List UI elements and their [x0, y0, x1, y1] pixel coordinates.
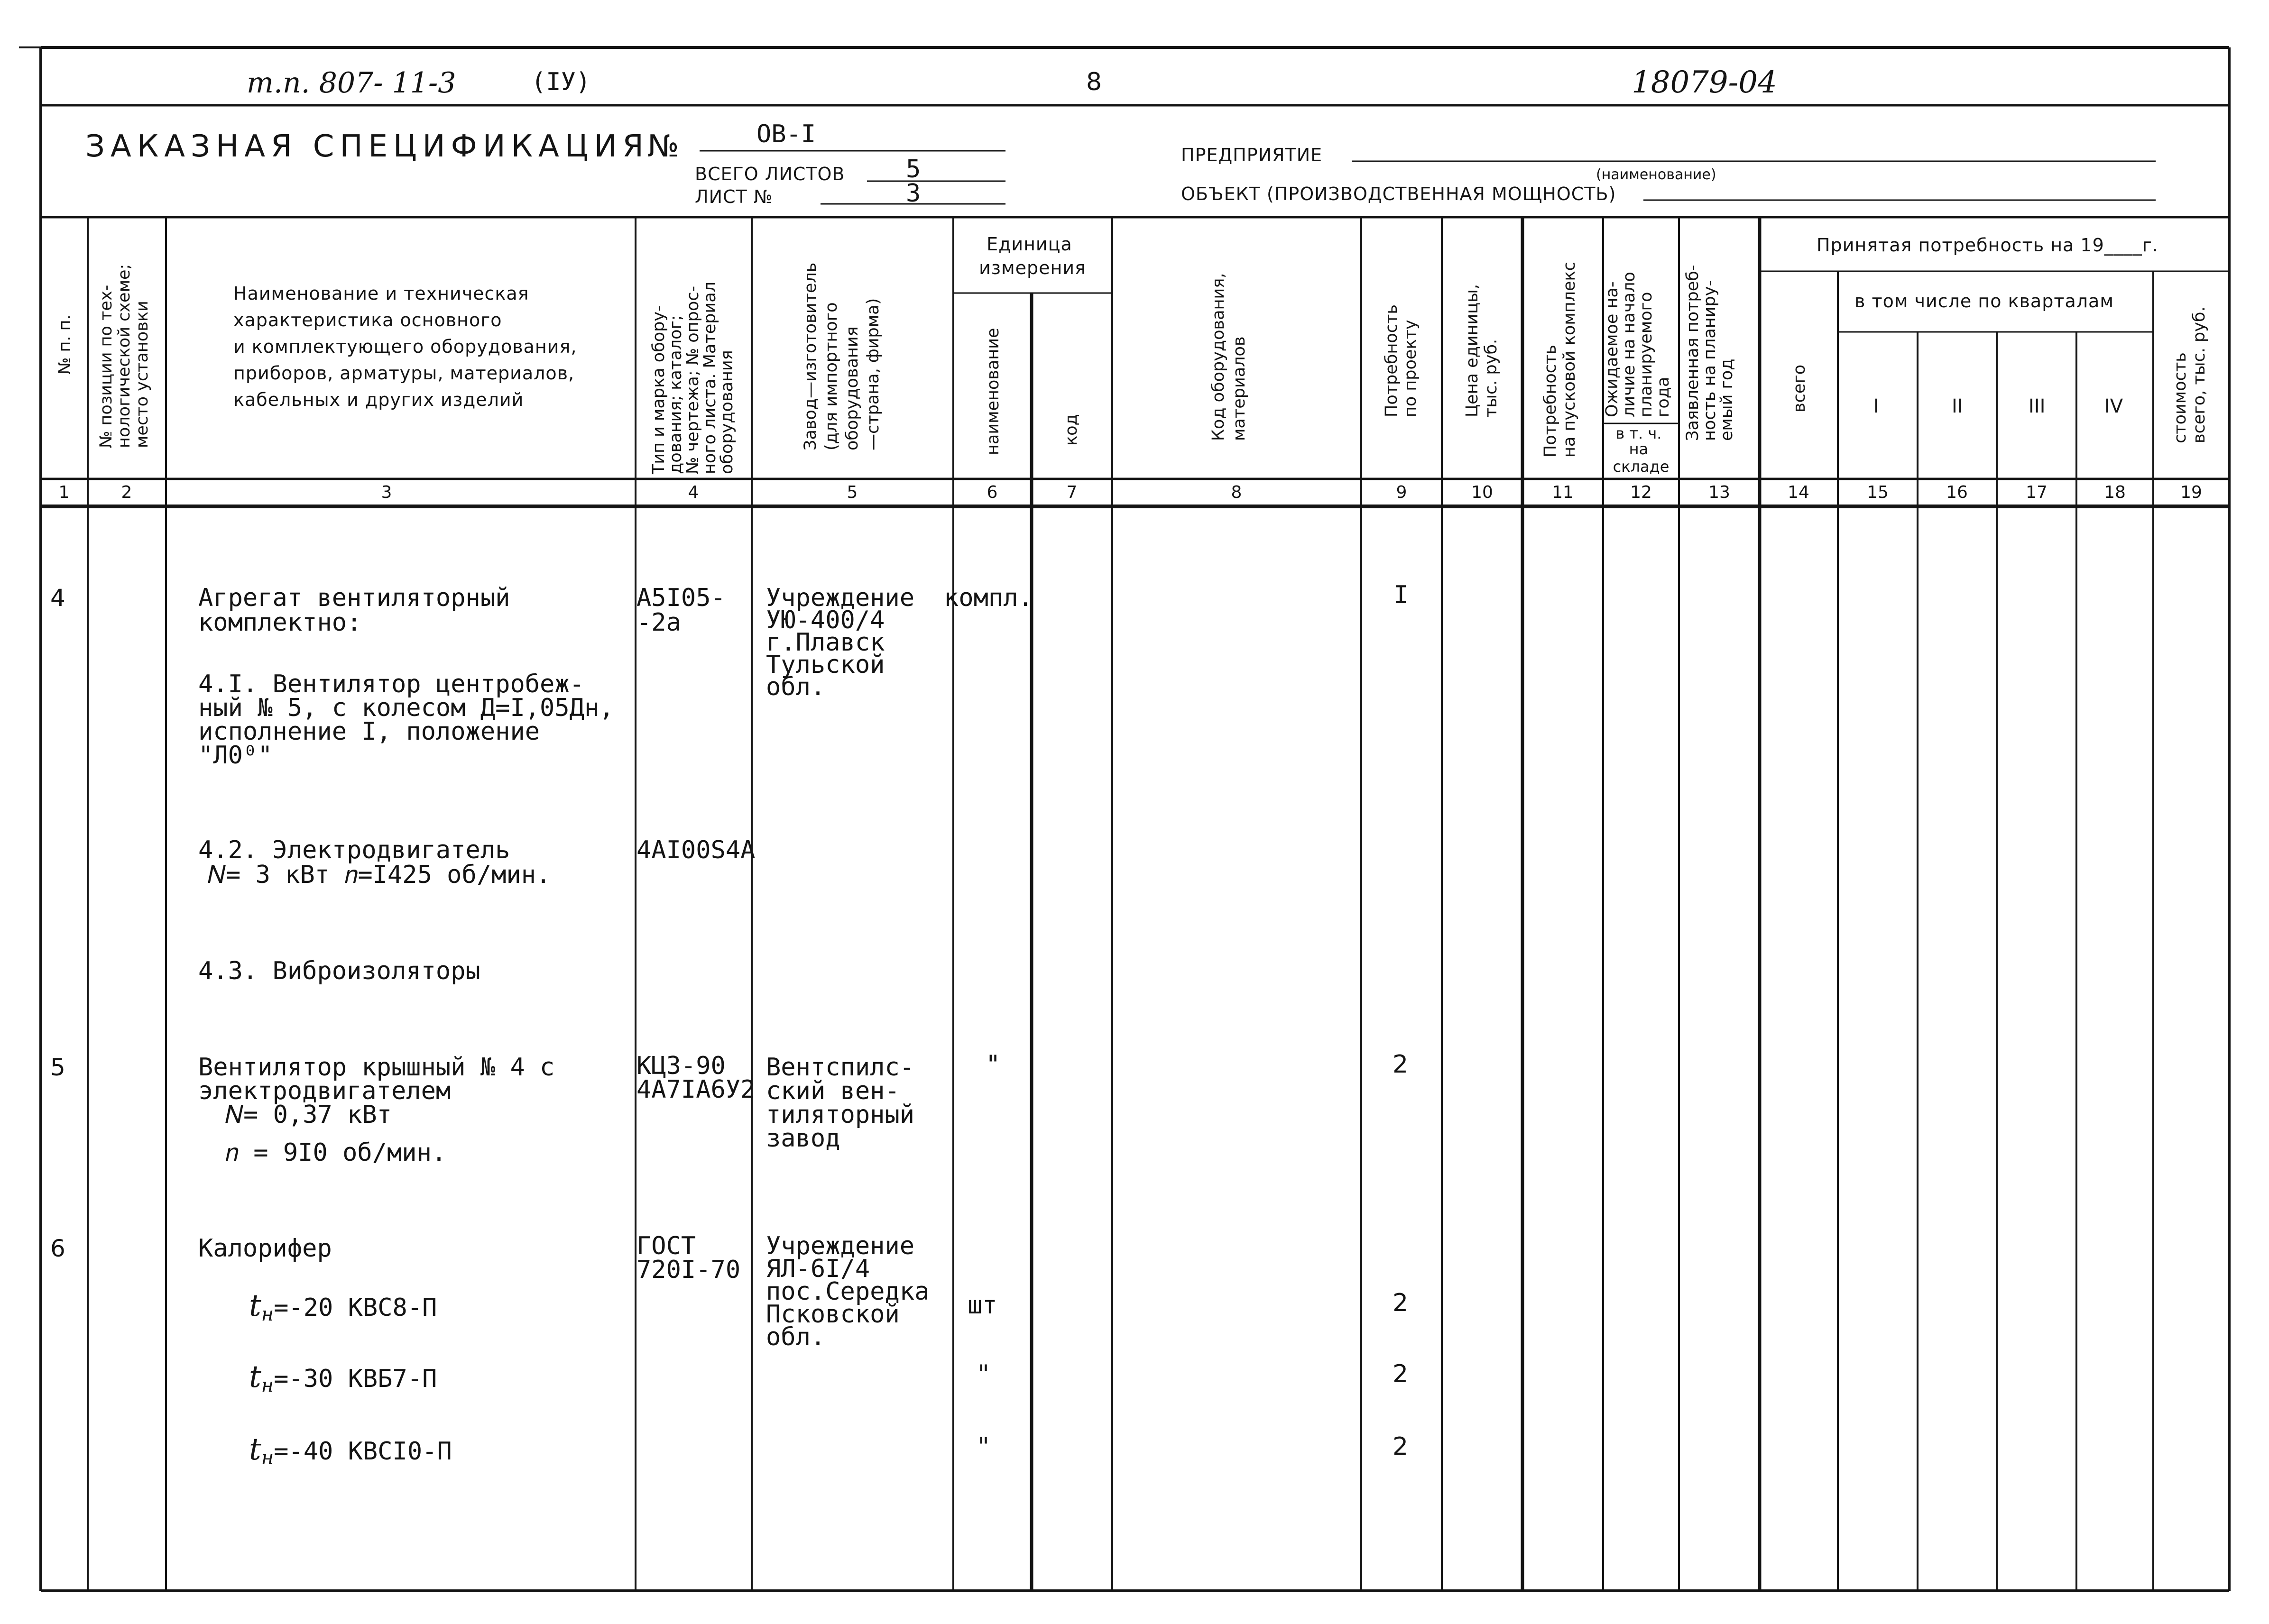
item-manufacturer: Учреждение ЯЛ-6I/4 пос.Середка Псковской обл.: [766, 1232, 930, 1351]
document-title: ЗАКАЗНАЯ СПЕЦИФИКАЦИЯ: [85, 129, 649, 164]
item-unit: ": [976, 1432, 991, 1461]
row-number: 4: [50, 584, 65, 612]
item-quantity: 2: [1393, 1289, 1409, 1317]
column-number: 18: [2104, 483, 2126, 502]
table-row: [50, 1050, 1408, 1167]
header-unit-price: Цена единицы, тыс. руб.: [1463, 284, 1501, 417]
item-manufacturer: Учреждение УЮ-400/4 г.Плавск Тульской обл.: [766, 584, 915, 701]
column-number: 17: [2026, 483, 2048, 502]
item-type: А5I05- -2а: [636, 584, 726, 637]
header-quarter-1: I: [1873, 395, 1879, 417]
header-description: Наименование и техническая характеристика основного и комплектующего оборудования, приборов, арматуры, материалов, кабельных и других изделий: [233, 283, 577, 410]
item-unit: компл.: [944, 584, 1033, 612]
table-row: [50, 1232, 944, 1351]
column-number: 14: [1788, 483, 1809, 502]
table-row: [249, 1359, 1408, 1396]
column-number: 12: [1630, 483, 1652, 502]
header-total: всего: [1790, 364, 1809, 413]
column-number: 15: [1867, 483, 1889, 502]
item-quantity: 2: [1393, 1432, 1409, 1461]
column-number: 2: [121, 483, 132, 502]
number-sign: №: [647, 129, 679, 164]
header-unit-group: Единица измерения: [979, 234, 1086, 278]
total-sheets-value: 5: [906, 155, 921, 184]
item-unit: ": [986, 1050, 1001, 1079]
item-name: Калорифер: [198, 1234, 332, 1263]
heater-temperature: tн=-20 КВС8-П: [249, 1288, 437, 1325]
column-number: 8: [1231, 483, 1242, 502]
header-quarter-3: III: [2029, 395, 2046, 417]
table-row: [249, 1432, 1408, 1469]
item-manufacturer: Вентспилс- ский вен- тиляторный завод: [766, 1053, 915, 1153]
item-quantity: 2: [1393, 1050, 1409, 1079]
column-number: 10: [1471, 483, 1493, 502]
header-project-need: Потребность по проекту: [1382, 304, 1420, 417]
column-number: 6: [987, 483, 998, 502]
volume-label: (IУ): [531, 68, 591, 96]
column-number-row: [59, 483, 2202, 502]
item-type: ГОСТ 720I-70: [636, 1232, 741, 1284]
item-name: 4.2. Электродвигатель 𝑁= 3 кВт 𝑛=I425 об/мин.: [198, 836, 551, 889]
archive-stamp: 18079-04: [1632, 65, 1777, 100]
column-number: 3: [381, 483, 392, 502]
column-number: 13: [1708, 483, 1730, 502]
heater-temperature: tн=-30 КВБ7-П: [249, 1359, 437, 1396]
item-type: КЦ3-90 4А7IА6У2: [636, 1052, 756, 1104]
header-equipment-code: Код оборудования, материалов: [1209, 273, 1249, 441]
header-unit-name: наименование: [984, 328, 1003, 455]
row-number: 5: [50, 1054, 65, 1081]
table-grid: [19, 47, 2229, 1591]
table-row: [198, 836, 755, 889]
header-in-warehouse: в т. ч. на складе: [1613, 424, 1669, 476]
header-unit-code: код: [1062, 414, 1081, 446]
page-number: 8: [1086, 68, 1102, 96]
heater-temperature: tн=-40 КВСI0-П: [249, 1432, 452, 1469]
header-declared-need: Заявленная потреб- ность на планиру- емый год: [1683, 265, 1736, 441]
table-row: [198, 957, 480, 985]
enterprise-label: ПРЕДПРИЯТИЕ: [1181, 145, 1323, 165]
header-quarters-group: в том числе по кварталам: [1854, 291, 2114, 312]
item-quantity: I: [1393, 581, 1409, 609]
header-quarter-2: II: [1952, 395, 1963, 417]
item-name: 4.3. Виброизоляторы: [198, 957, 480, 985]
column-number: 16: [1946, 483, 1968, 502]
total-sheets-label: ВСЕГО ЛИСТОВ: [695, 164, 845, 184]
row-number: 6: [50, 1235, 65, 1262]
column-number: 19: [2180, 483, 2202, 502]
header-manufacturer: Завод—изготовитель (для импортного оборудования —страна, фирма): [801, 262, 883, 450]
header-type: Тип и марка обору- дования; каталог; № чертежа; № опрос- ного листа. Материал оборудования: [649, 281, 737, 474]
item-type: 4АI00S4А: [636, 836, 756, 864]
item-name: 4.I. Вентилятор центробеж- ный № 5, с колесом Д=I,05Дн, исполнение I, положение "Л0⁰": [198, 670, 614, 770]
table-row: [198, 670, 629, 770]
item-unit: ": [976, 1360, 991, 1388]
column-number: 5: [847, 483, 858, 502]
object-label: ОБЪЕКТ (ПРОИЗВОДСТВЕННАЯ МОЩНОСТЬ): [1181, 184, 1616, 204]
spec-number: ОВ-I: [756, 120, 816, 148]
item-quantity: 2: [1393, 1360, 1409, 1388]
header-cost: стоимость всего, тыс. руб.: [2171, 306, 2209, 443]
header-accepted-need: Принятая потребность на 19____г.: [1817, 235, 2158, 256]
item-unit: шт: [968, 1291, 997, 1320]
column-number: 1: [58, 483, 70, 502]
item-name: Вентилятор крышный № 4 с электродвигателем 𝑁= 0,37 кВт 𝑛 = 9I0 об/мин.: [198, 1053, 555, 1167]
header-row-number: № п. п.: [55, 314, 74, 375]
column-number: 9: [1396, 483, 1407, 502]
sheet-number-value: 3: [906, 179, 921, 208]
header-startup-need: Потребность на пусковой комплекс: [1541, 262, 1579, 458]
column-number: 4: [688, 483, 699, 502]
project-code: т.п. 807- 11-3: [247, 66, 456, 100]
header-quarter-4: IV: [2104, 395, 2123, 417]
header-expected-stock: Ожидаемое на- личие на начало планируемого года: [1603, 272, 1673, 417]
item-name: Агрегат вентиляторный комплектно:: [198, 584, 510, 637]
column-number: 7: [1066, 483, 1078, 502]
sheet-label: ЛИСТ №: [695, 186, 773, 207]
header-position: № позиции по тех- нологической схеме; место установки: [97, 264, 152, 448]
column-number: 11: [1552, 483, 1574, 502]
naming-note: (наименование): [1596, 166, 1716, 183]
